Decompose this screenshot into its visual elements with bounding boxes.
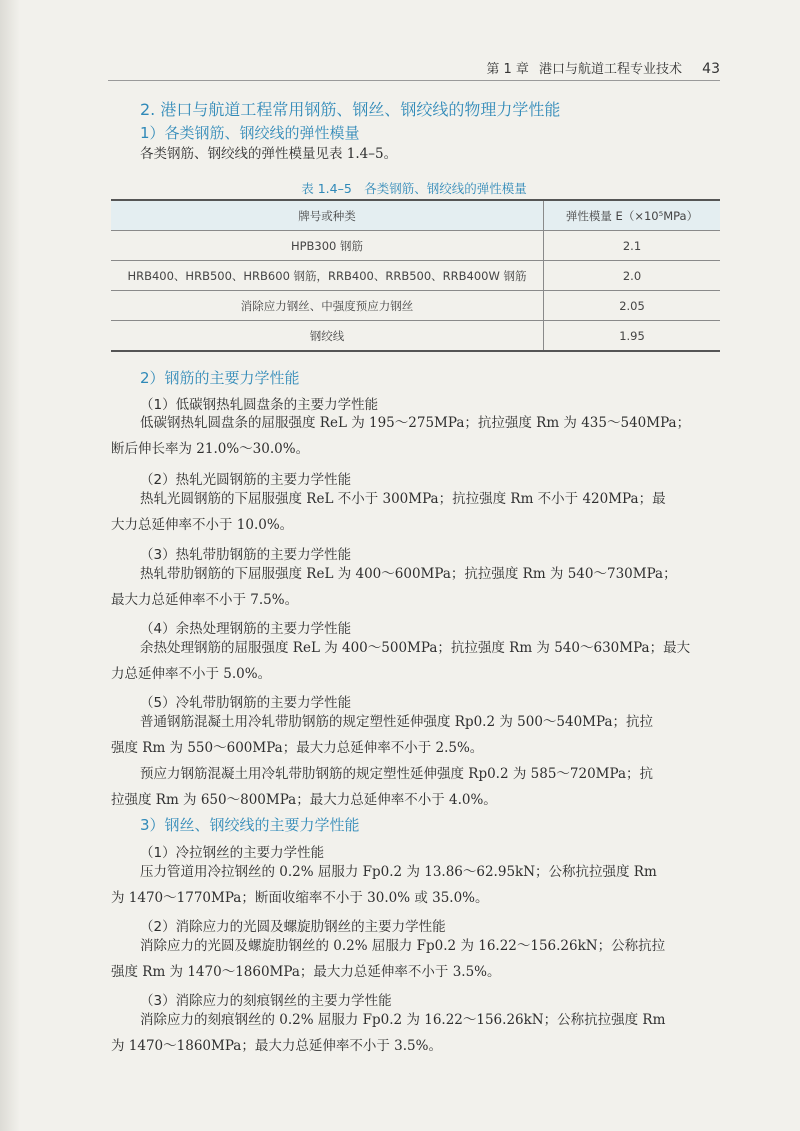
chapter-title: 港口与航道工程专业技术 (539, 62, 683, 77)
page-number: 43 (702, 61, 720, 77)
paragraph-line: 预应力钢筋混凝土用冷轧带肋钢筋的规定塑性延伸强度 Rp0.2 为 585～720MPa；抗 (140, 766, 654, 782)
paragraph-line: 消除应力的刻痕钢丝的 0.2% 屈服力 Fp0.2 为 16.22～156.26kN；公称抗拉强度 Rm (140, 1012, 666, 1028)
paragraph-line: 余热处理钢筋的屈服强度 ReL 为 400～500MPa；抗拉强度 Rm 为 540～630MPa；最大 (140, 640, 691, 656)
item-title: （2）消除应力的光圆及螺旋肋钢丝的主要力学性能 (140, 919, 446, 935)
paragraph-line: 强度 Rm 为 550～600MPa；最大力总延伸率不小于 2.5%。 (111, 740, 484, 756)
item-title: （1）冷拉钢丝的主要力学性能 (140, 845, 325, 861)
elastic-modulus-table (111, 199, 720, 352)
paragraph-line: 最大力总延伸率不小于 7.5%。 (111, 592, 299, 608)
table-cell: 2.05 (544, 291, 721, 321)
paragraph-line: 低碳钢热轧圆盘条的屈服强度 ReL 为 195～275MPa；抗拉强度 Rm 为 435～540MPa； (140, 415, 691, 431)
table-cell: 消除应力钢丝、中强度预应力钢丝 (111, 291, 544, 321)
paragraph-line: 为 1470～1770MPa；断面收缩率不小于 30.0% 或 35.0%。 (111, 890, 489, 906)
paragraph-line: 强度 Rm 为 1470～1860MPa；最大力总延伸率不小于 3.5%。 (111, 964, 501, 980)
paragraph: 各类钢筋、钢绞线的弹性模量见表 1.4–5。 (140, 146, 398, 162)
section-heading: 2. 港口与航道工程常用钢筋、钢丝、钢绞线的物理力学性能 (140, 100, 561, 119)
subsection-heading-3: 3）钢丝、钢绞线的主要力学性能 (140, 816, 360, 834)
item-title: （4）余热处理钢筋的主要力学性能 (140, 621, 352, 637)
item-title: （5）冷轧带肋钢筋的主要力学性能 (140, 695, 352, 711)
table-cell: 钢绞线 (111, 321, 544, 352)
table-row (111, 261, 720, 291)
paragraph-line: 力总延伸率不小于 5.0%。 (111, 666, 272, 682)
table-cell: HPB300 钢筋 (111, 231, 544, 261)
table-cell: HRB400、HRB500、HRB600 钢筋，RRB400、RRB500、RRB400W 钢筋 (111, 261, 544, 291)
item-title: （1）低碳钢热轧圆盘条的主要力学性能 (140, 397, 379, 413)
paragraph-line: 普通钢筋混凝土用冷轧带肋钢筋的规定塑性延伸强度 Rp0.2 为 500～540MPa；抗拉 (140, 714, 654, 730)
paragraph-line: 断后伸长率为 21.0%～30.0%。 (111, 441, 310, 457)
item-title: （2）热轧光圆钢筋的主要力学性能 (140, 472, 352, 488)
item-title: （3）热轧带肋钢筋的主要力学性能 (140, 547, 352, 563)
table-caption: 表 1.4–5 各类钢筋、钢绞线的弹性模量 (301, 181, 527, 196)
chapter-label: 第 1 章 (486, 62, 529, 77)
book-spine-shadow (0, 0, 20, 1131)
item-title: （3）消除应力的刻痕钢丝的主要力学性能 (140, 993, 392, 1009)
table-header-cell: 弹性模量 E（×10⁵MPa） (544, 200, 721, 231)
paragraph-line: 拉强度 Rm 为 650～800MPa；最大力总延伸率不小于 4.0%。 (111, 792, 497, 808)
paragraph-line: 压力管道用冷拉钢丝的 0.2% 屈服力 Fp0.2 为 13.86～62.95kN；公称抗拉强度 Rm (140, 864, 657, 880)
table-row (111, 321, 720, 352)
table-row (111, 291, 720, 321)
table-cell: 1.95 (544, 321, 721, 352)
table-cell: 2.1 (544, 231, 721, 261)
paragraph-line: 为 1470～1860MPa；最大力总延伸率不小于 3.5%。 (111, 1038, 442, 1054)
paragraph-line: 大力总延伸率不小于 10.0%。 (111, 517, 294, 533)
table-header-row (111, 200, 720, 231)
paragraph-line: 热轧光圆钢筋的下屈服强度 ReL 不小于 300MPa；抗拉强度 Rm 不小于 420MPa；最 (140, 491, 666, 507)
subsection-heading-1: 1）各类钢筋、钢绞线的弹性模量 (140, 124, 360, 142)
table-header-cell: 牌号或种类 (111, 200, 544, 231)
table-cell: 2.0 (544, 261, 721, 291)
table-row (111, 231, 720, 261)
paragraph-line: 消除应力的光圆及螺旋肋钢丝的 0.2% 屈服力 Fp0.2 为 16.22～156.26kN；公称抗拉 (140, 938, 666, 954)
running-header (108, 58, 720, 81)
paragraph-line: 热轧带肋钢筋的下屈服强度 ReL 为 400～600MPa；抗拉强度 Rm 为 540～730MPa； (140, 566, 677, 582)
subsection-heading-2: 2）钢筋的主要力学性能 (140, 369, 300, 387)
